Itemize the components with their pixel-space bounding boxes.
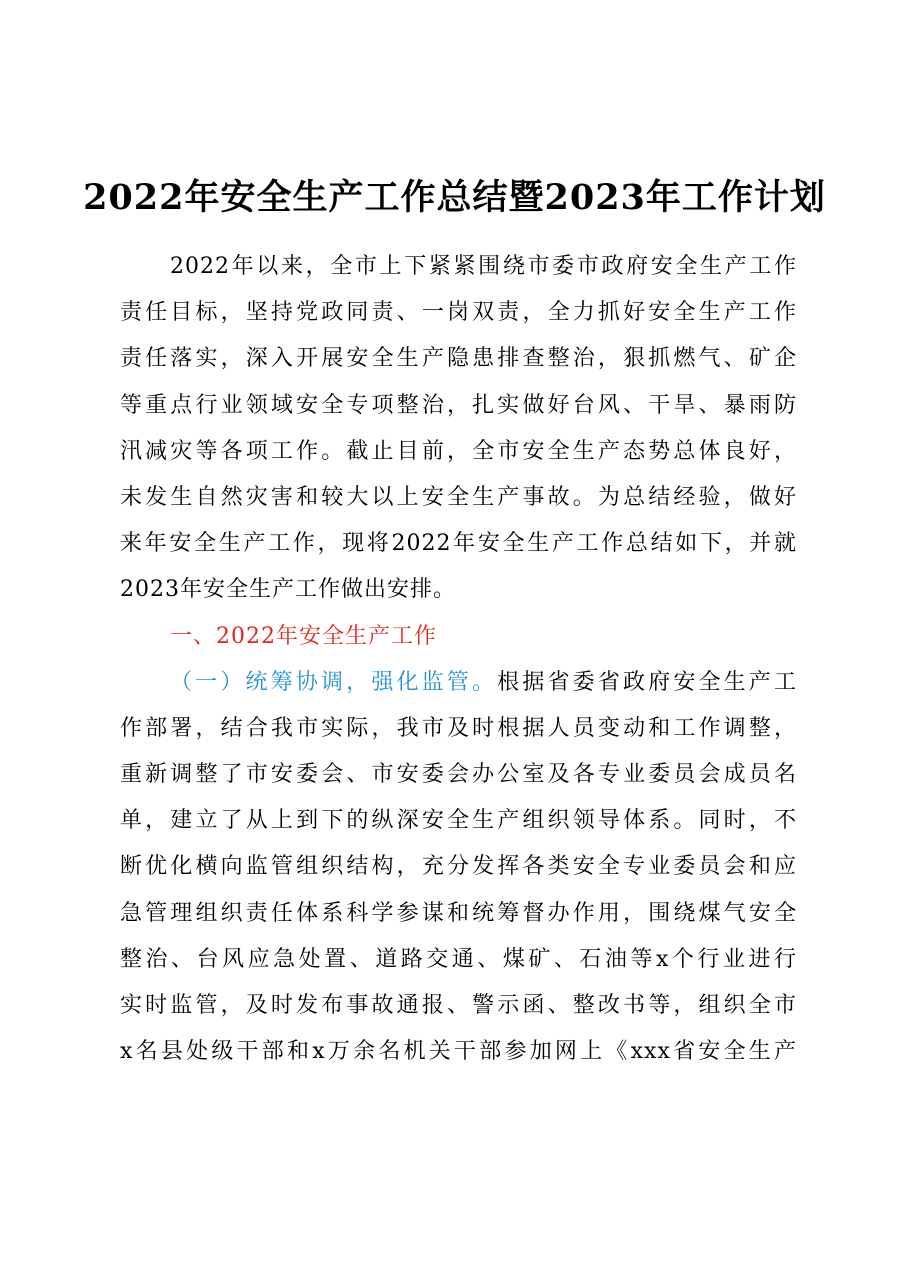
paragraph-line: 重新调整了市安委会、市安委会办公室及各专业委员会成员名 bbox=[120, 762, 797, 788]
paragraph-line: 急管理组织责任体系科学参谋和统筹督办作用，围绕煤气安全 bbox=[120, 900, 797, 926]
paragraph-text: 根据省委省政府安全生产工 bbox=[497, 669, 797, 695]
paragraph-line: 实时监管，及时发布事故通报、警示函、整改书等，组织全市 bbox=[120, 993, 797, 1018]
paragraph-line: 未发生自然灾害和较大以上安全生产事故。为总结经验，做好 bbox=[120, 484, 797, 510]
paragraph-line: 2022年以来，全市上下紧紧围绕市委市政府安全生产工作 bbox=[170, 254, 797, 279]
document-title: 2022年安全生产工作总结暨2023年工作计划 bbox=[83, 177, 826, 218]
paragraph-line: 断优化横向监管组织结构，充分发挥各类安全专业委员会和应 bbox=[120, 854, 797, 880]
paragraph-line: 整治、台风应急处置、道路交通、煤矿、石油等x个行业进行 bbox=[120, 946, 797, 972]
paragraph-line: 作部署，结合我市实际，我市及时根据人员变动和工作调整， bbox=[120, 715, 797, 741]
paragraph-line: 责任目标，坚持党政同责、一岗双责，全力抓好安全生产工作 bbox=[120, 300, 797, 326]
paragraph-line-with-subheading bbox=[120, 660, 797, 706]
paragraph-line: 来年安全生产工作，现将2022年安全生产工作总结如下，并就 bbox=[120, 531, 797, 557]
paragraph-line: x名县处级干部和x万余名机关干部参加网上《xxx省安全生产 bbox=[120, 1039, 797, 1065]
paragraph-line: 汛减灾等各项工作。截止目前，全市安全生产态势总体良好， bbox=[120, 438, 797, 464]
paragraph-line: 责任落实，深入开展安全生产隐患排查整治，狠抓燃气、矿企 bbox=[120, 346, 797, 372]
subsection-heading: （一）统筹协调，强化监管。 bbox=[170, 669, 498, 695]
paragraph-line: 等重点行业领域安全专项整治，扎实做好台风、干旱、暴雨防 bbox=[120, 392, 797, 418]
paragraph-line: 2023年安全生产工作做出安排。 bbox=[120, 577, 456, 603]
section-heading: 一、2022年安全生产工作 bbox=[170, 623, 437, 649]
paragraph-line: 单，建立了从上到下的纵深安全生产组织领导体系。同时，不 bbox=[120, 808, 797, 834]
document-body bbox=[120, 244, 797, 1075]
